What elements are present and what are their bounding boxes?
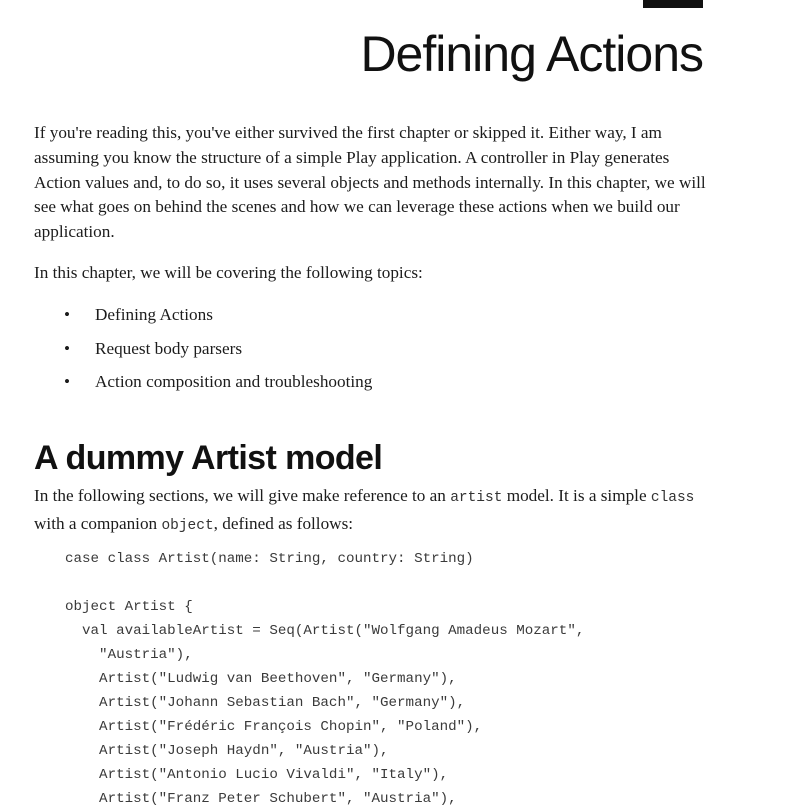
text-run: model. It is a simple [502, 486, 651, 505]
code-line: case class Artist(name: String, country: String) [65, 551, 474, 567]
code-line: Artist("Frédéric François Chopin", "Poland"), [65, 719, 483, 735]
code-line: Artist("Joseph Haydn", "Austria"), [65, 743, 389, 759]
topic-label: Request body parsers [95, 338, 243, 358]
inline-code-artist: artist [450, 490, 503, 506]
topic-label: Defining Actions [95, 305, 213, 324]
list-item [34, 303, 372, 337]
code-line [65, 571, 584, 595]
code-line: "Austria"), [65, 647, 193, 663]
code-line: object Artist { [65, 599, 193, 615]
list-item [34, 370, 372, 404]
chapter-title: Defining Actions [360, 26, 703, 82]
code-line: Artist("Ludwig van Beethoven", "Germany"), [65, 671, 457, 687]
section-paragraph [34, 483, 714, 539]
code-block [65, 547, 584, 811]
inline-code-object: object [161, 518, 214, 534]
code-line: val availableArtist = Seq(Artist("Wolfgang Amadeus Mozart", [65, 623, 585, 639]
intro-paragraph: If you're reading this, you've either survived the first chapter or skipped it. Either way, I am assuming you know the structure of a simple Play application. A controller in Play generates Action values and, to do so, it uses several objects and methods internally. In this chapter, we will see what goes on behind the scenes and how we can leverage these actions when we build our application. [34, 123, 706, 242]
chapter-number-mark [643, 0, 703, 8]
bullet-icon: • [64, 372, 71, 391]
topic-label: Action composition and troubleshooting [95, 372, 373, 391]
text-run: with a companion [34, 514, 162, 533]
bullet-icon: • [64, 338, 71, 358]
inline-code-class: class [650, 490, 695, 506]
bullet-icon: • [64, 305, 71, 324]
topics-lead: In this chapter, we will be covering the following topics: [34, 263, 423, 282]
code-line: Artist("Antonio Lucio Vivaldi", "Italy"), [65, 767, 449, 783]
text-run: , defined as follows: [213, 514, 354, 533]
list-item [34, 337, 372, 371]
code-line: Artist("Franz Peter Schubert", "Austria"), [65, 791, 457, 807]
topic-list [34, 303, 372, 404]
section-heading: A dummy Artist model [34, 439, 383, 477]
code-line: Artist("Johann Sebastian Bach", "Germany"), [65, 695, 466, 711]
text-run: In the following sections, we will give make reference to an [34, 486, 451, 505]
